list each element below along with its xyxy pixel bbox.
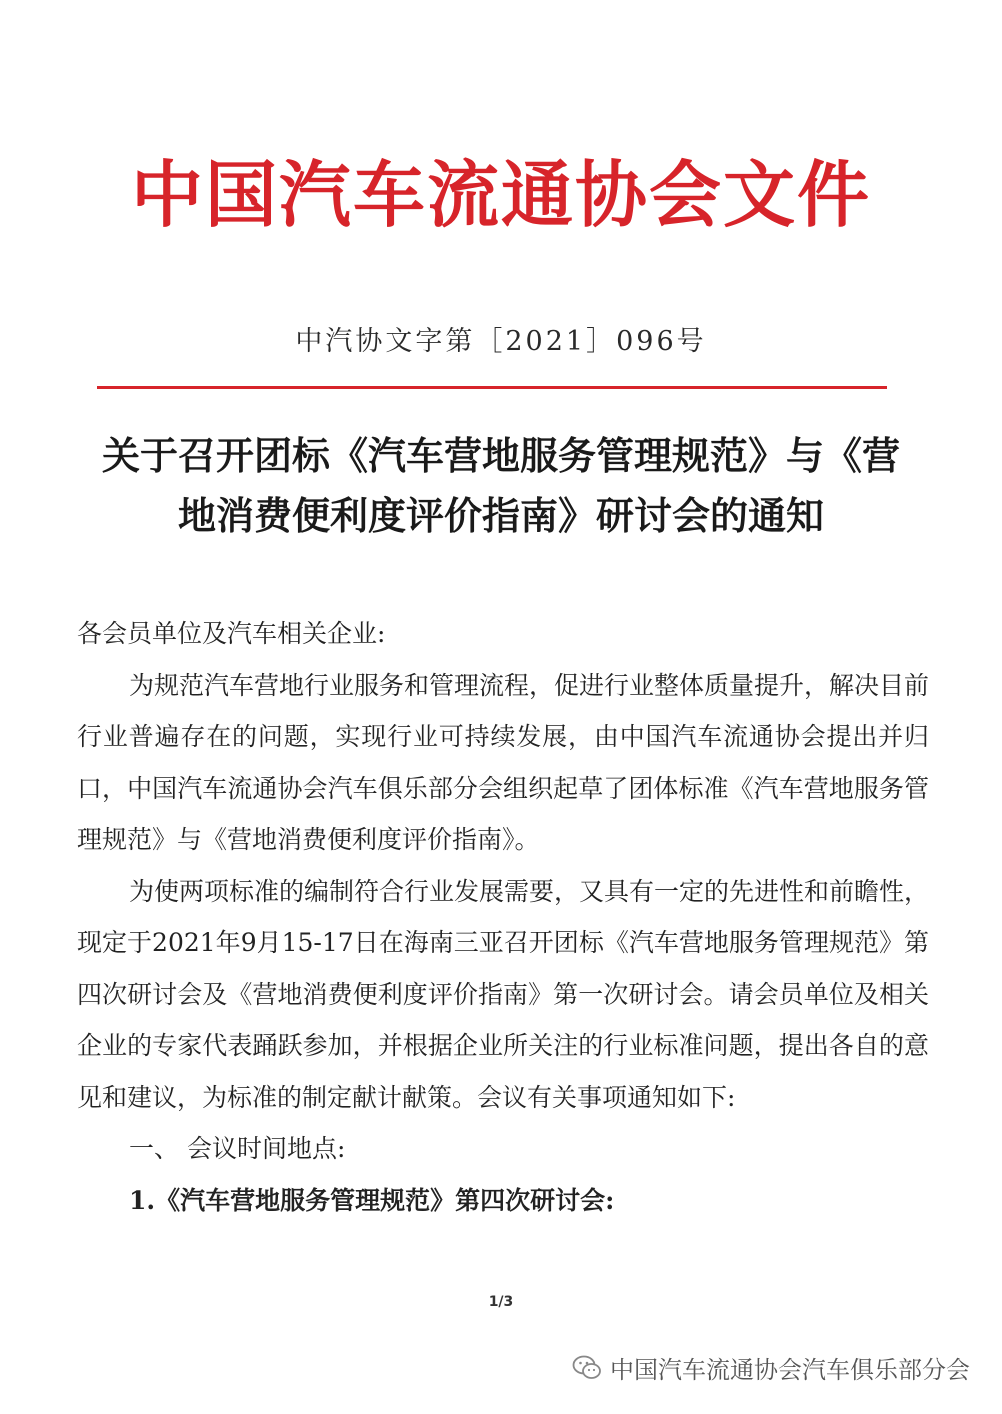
- notice-title-line-2: 地消费便利度评价指南》研讨会的通知: [177, 494, 824, 538]
- watermark-text: 中国汽车流通协会汽车俱乐部分会: [610, 1356, 970, 1384]
- notice-title-line-1: 关于召开团标《汽车营地服务管理规范》与《营: [101, 434, 900, 478]
- page-number: 1/3: [488, 1294, 514, 1310]
- red-divider-rule: [97, 386, 887, 389]
- body-paragraph-2: 为使两项标准的编制符合行业发展需要，又具有一定的先进性和前瞻性，现定于2021年9月15-17日在海南三亚召开团标《汽车营地服务管理规范》第四次研讨会及《营地消费便利度评价指南》第一次研讨会。请会员单位及相关企业的专家代表踊跃参加，并根据企业所关注的行业标准问题，提出各自的意见和建议，为标准的制定献计献策。会议有关事项通知如下:: [77, 876, 930, 1112]
- wechat-icon: [572, 1355, 602, 1381]
- notice-body: [77, 608, 929, 1226]
- document-number: 中汽协文字第［2021］096号: [295, 326, 707, 357]
- notice-title: [70, 426, 932, 546]
- account-watermark: [572, 1350, 970, 1385]
- body-paragraph-1: 为规范汽车营地行业服务和管理流程，促进行业整体质量提升，解决目前行业普遍存在的问题，实现行业可持续发展，由中国汽车流通协会提出并归口，中国汽车流通协会汽车俱乐部分会组织起草了团体标准《汽车营地服务管理规范》与《营地消费便利度评价指南》。: [77, 670, 930, 854]
- salutation: 各会员单位及汽车相关企业:: [77, 619, 386, 648]
- subsection-heading-1: 1.《汽车营地服务管理规范》第四次研讨会:: [129, 1185, 615, 1215]
- document-header-title: 中国汽车流通协会文件: [130, 152, 871, 237]
- section-heading-1: 一、 会议时间地点:: [129, 1134, 346, 1163]
